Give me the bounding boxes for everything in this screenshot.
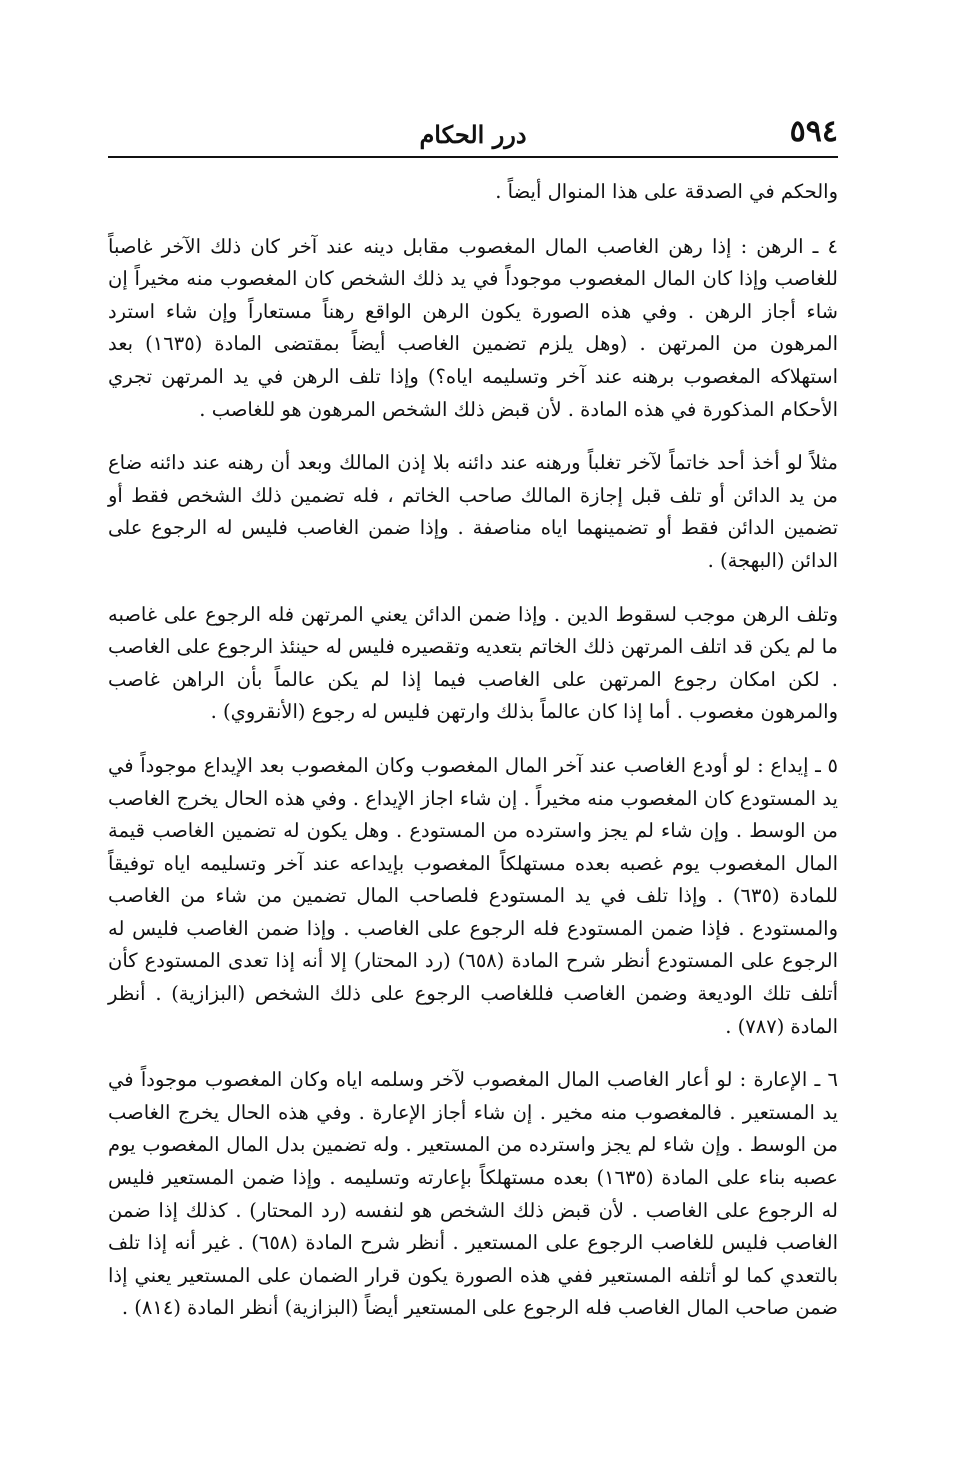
paragraph-loan: ٦ ـ الإعارة : لو أعار الغاصب المال المغصوب لآخر وسلمه اياه وكان المغصوب موجوداً في يد المستعير . فالمغصوب منه مخير . إن شاء أجاز الإعارة . وفي هذه الحال يخرج الغاصب من الوسط . وإن شاء لم يجز واسترده من المستعير . وله تضمين بدل المال المغصوب يوم عصبه بناء على المادة (١٦٣٥) بعده مستهلكاً بإعارته وتسليمه . وإذا ضمن المستعير فليس له الرجوع على الغاصب . لأن قبض ذلك الشخص هو لنفسه (رد المحتار) . كذلك إذا ضمن الغاصب فليس للغاصب الرجوع على المستعير . أنظر شرح المادة (٦٥٨) . غير أنه إذا تلف بالتعدي كما لو أتلفه المستعير ففي هذه الصورة يكون قرار الضمان على المستعير يعني إذا ضمن صاحب المال الغاصب فله الرجوع على المستعير أيضاً (البزازية) أنظر المادة (٨١٤) . [108,1068,839,1320]
body-text [108,176,838,1325]
paragraph-pledge-example: مثلاً لو أخذ أحد خاتماً لآخر تغلباً ورهنه عند دائنه بلا إذن المالك وبعد أن رهنه عند دائنه ضاع من يد الدائن أو تلف قبل إجازة المالك صاحب الخاتم ، فله تضمين ذلك الشخص فقط أو تضمين الدائن فقط أو تضمينهما اياه مناصفة . وإذا ضمن الغاصب فليس له الرجوع على الدائن (البهجة) . [108,451,838,572]
paragraph-deposit: ٥ ـ إيداع : لو أودع الغاصب عند آخر المال المغصوب وكان المغصوب بعد الإيداع موجوداً في يد المستودع كان المغصوب منه مخيراً . إن شاء اجاز الإيداع . وفي هذه الحال يخرج الغاصب من الوسط . وإن شاء لم يجز واسترده من المستودع . وهل يكون له تضمين الغاصب قيمة المال المغصوب يوم غصبه بعده مستهلكاً المغصوب بإيداعه عند آخر وتسليمه اياه توفيقاً للمادة (٦٣٥) . وإذا تلف في يد المستودع فلصاحب المال تضمين من شاء من الغاصب والمستودع . فإذا ضمن المستودع فله الرجوع على الغاصب . وإذا ضمن الغاصب فليس له الرجوع على المستودع أنظر شرح المادة (٦٥٨) (رد المحتار) إلا أنه إذا تعدى المستودع كأن أتلف تلك الوديعة وضمن الغاصب فللغاصب الرجوع على ذلك الشخص (البزازية) . أنظر المادة (٧٨٧) . [108,753,839,1038]
paragraph-pledge: ٤ ـ الرهن : إذا رهن الغاصب المال المغصوب مقابل دينه عند آخر كان ذلك الآخر غاصباً للغاصب وإذا كان المال المغصوب موجوداً في يد ذلك الشخص كان المغصوب منه مخيراً إن شاء أجاز الرهن . وفي هذه الصورة يكون الرهن الواقع رهناً مستعاراً وإن شاء استرد المرهون من المرتهن . (وهل يلزم تضمين الغاصب أيضاً بمقتضى المادة (١٦٣٥) بعد استهلاكه المغصوب برهنه عند آخر وتسليمه اياه؟) وإذا تلف الرهن في يد المرتهن تجري الأحكام المذكورة في هذه المادة . لأن قبض ذلك الشخص المرهون هو للغاصب . [108,234,838,421]
running-title: درر الحكام [419,120,527,149]
page-number: ٥٩٤ [789,114,838,149]
paragraph-charity-ruling: والحكم في الصدقة على هذا المنوال أيضاً . [495,180,838,203]
paragraph-pledge-loss: وتلف الرهن موجب لسقوط الدين . وإذا ضمن الدائن يعني المرتهن فله الرجوع على غاصبه ما لم يكن قد اتلف المرتهن ذلك الخاتم بتعديه وتقصيره فليس له حينئذ الرجوع على الغاصب . لكن امكان رجوع المرتهن على الغاصب فيما إذا لم يكن عالماً بأن الراهن غاصب والمرهون مغصوب . أما إذا كان عالماً بذلك وارتهن فليس له رجوع (الأنقروي) . [108,602,838,724]
page-header [108,112,838,158]
document-page [108,112,838,1352]
